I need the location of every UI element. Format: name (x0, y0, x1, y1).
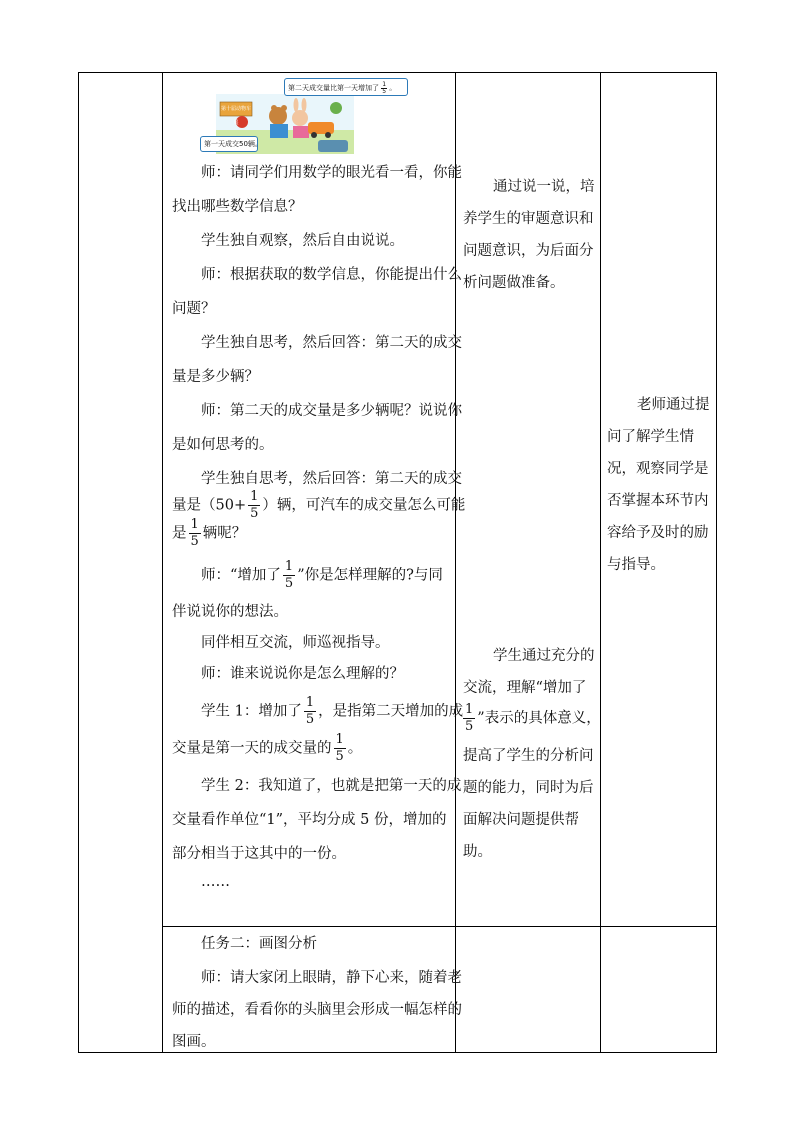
text-p6a: 学生独自思考，然后回答：第二天的成交 (201, 471, 462, 487)
text-p10b (172, 733, 362, 764)
table-border-right (716, 72, 717, 1053)
text-p10b-post: 。 (347, 740, 363, 757)
text-p6b-post: ）辆，可汽车的成交量怎么可能 (262, 497, 466, 514)
text-p6c-post: 辆呢？ (202, 525, 247, 542)
task-two-heading: 任务二：画图分析 (201, 936, 317, 952)
car-show-illustration (200, 78, 412, 154)
callout-top (284, 78, 408, 96)
intent-b3 (463, 703, 601, 734)
text-p4b: 量是多少辆？ (172, 369, 259, 385)
sign-board (220, 102, 252, 126)
text-p6b (172, 490, 465, 521)
intent-b7: 助。 (463, 844, 492, 860)
fraction-one-fifth (304, 696, 316, 727)
fraction-denominator: 5 (305, 712, 315, 727)
fraction-denominator: 5 (382, 87, 387, 95)
text-p4a: 学生独自思考，然后回答：第二天的成交 (201, 335, 462, 351)
text-p1b: 找出哪些数学信息？ (172, 199, 303, 215)
fraction-numerator: 1 (305, 695, 315, 710)
text-p10-pre: 学生 1：增加了 (201, 703, 302, 720)
text-p11a: 学生 2：我知道了，也就是把第一天的成 (201, 778, 462, 794)
text-p12c: 图画。 (172, 1034, 216, 1050)
callout-top-fraction (381, 82, 387, 95)
text-p7-pre: 师：“增加了 (201, 567, 281, 584)
table-row-divider (162, 926, 717, 927)
eval-c1: 老师通过提 (637, 397, 710, 413)
text-p2: 学生独自观察，然后自由说说。 (201, 233, 404, 249)
fraction-denominator: 5 (284, 576, 294, 591)
callout-bottom-text: 第一天成交50辆。 (204, 140, 262, 148)
fraction-one-fifth (189, 518, 201, 549)
fraction-one-fifth (334, 733, 346, 764)
text-p12a: 师：请大家闭上眼睛，静下心来，随着老 (201, 970, 462, 986)
callout-bottom (200, 136, 262, 152)
text-p10 (201, 696, 463, 727)
text-p6c (172, 518, 246, 549)
eval-c6: 与指导。 (607, 557, 665, 573)
fraction-numerator: 1 (250, 489, 259, 504)
text-p7 (201, 560, 443, 591)
table-border-bottom (78, 1052, 717, 1053)
text-p7b: 伴说说你的想法。 (172, 604, 288, 620)
text-p8: 同伴相互交流，师巡视指导。 (201, 635, 390, 651)
table-border-top (78, 72, 717, 73)
table-border-left (78, 72, 79, 1053)
text-p1a: 师：请同学们用数学的眼光看一看，你能 (201, 165, 462, 181)
text-ellipsis: …… (201, 874, 230, 890)
intent-a2: 养学生的审题意识和 (463, 211, 594, 227)
fraction-denominator: 5 (465, 719, 474, 734)
fraction-numerator: 1 (335, 732, 344, 747)
intent-b5: 题的能力，同时为后 (463, 780, 594, 796)
text-p3a: 师：根据获取的数学信息，你能提出什么 (201, 267, 462, 283)
table-divider-2 (455, 72, 456, 1053)
fraction-numerator: 1 (382, 80, 387, 88)
sign-text: 第十届动物车展 (220, 106, 251, 126)
eval-c2: 问了解学生情 (607, 429, 694, 445)
table-divider-1 (162, 72, 163, 1053)
text-p11c: 部分相当于这其中的一份。 (172, 846, 346, 862)
text-p5b: 是如何思考的。 (172, 437, 274, 453)
callout-top-text: 第二天成交量比第一天增加了 (288, 84, 379, 92)
callout-top-end: 。 (389, 84, 397, 92)
intent-a1: 通过说一说，培 (493, 179, 595, 195)
text-p6b-pre: 量是（50+ (172, 497, 247, 514)
eval-c4: 否掌握本环节内 (607, 493, 709, 509)
intent-b2: 交流，理解“增加了 (463, 680, 587, 696)
intent-a4: 析问题做准备。 (463, 275, 565, 291)
intent-a3: 问题意识，为后面分 (463, 243, 594, 259)
text-p5a: 师：第二天的成交量是多少辆呢？说说你 (201, 403, 462, 419)
fraction-numerator: 1 (190, 517, 199, 532)
text-p6c-pre: 是 (172, 525, 187, 542)
text-p10-post: ，是指第二天增加的成 (318, 703, 464, 720)
fraction-denominator: 5 (190, 534, 199, 549)
fraction-numerator: 1 (284, 559, 294, 574)
fraction-one-fifth (283, 560, 295, 591)
eval-c3: 况，观察同学是 (607, 461, 709, 477)
fraction-one-fifth (463, 703, 475, 734)
text-p11b: 交量看作单位“1”，平均分成 5 份，增加的 (172, 812, 447, 828)
intent-b3-post: ”表示的具体意义， (477, 710, 601, 727)
fraction-denominator: 5 (250, 506, 259, 521)
text-p7-post: ”你是怎样理解的?与同 (297, 567, 443, 584)
intent-b6: 面解决问题提供帮 (463, 812, 579, 828)
text-p9: 师：谁来说说你是怎么理解的？ (201, 666, 404, 682)
intent-b4: 提高了学生的分析问 (463, 748, 594, 764)
table-divider-3 (600, 72, 601, 1053)
fraction-denominator: 5 (335, 749, 344, 764)
eval-c5: 容给予及时的励 (607, 525, 709, 541)
fraction-one-fifth (248, 490, 260, 521)
text-p3b: 问题？ (172, 301, 216, 317)
text-p10b-pre: 交量是第一天的成交量的 (172, 740, 332, 757)
intent-b1: 学生通过充分的 (493, 648, 595, 664)
text-p12b: 师的描述，看看你的头脑里会形成一幅怎样的 (172, 1002, 462, 1018)
fraction-numerator: 1 (465, 702, 474, 717)
